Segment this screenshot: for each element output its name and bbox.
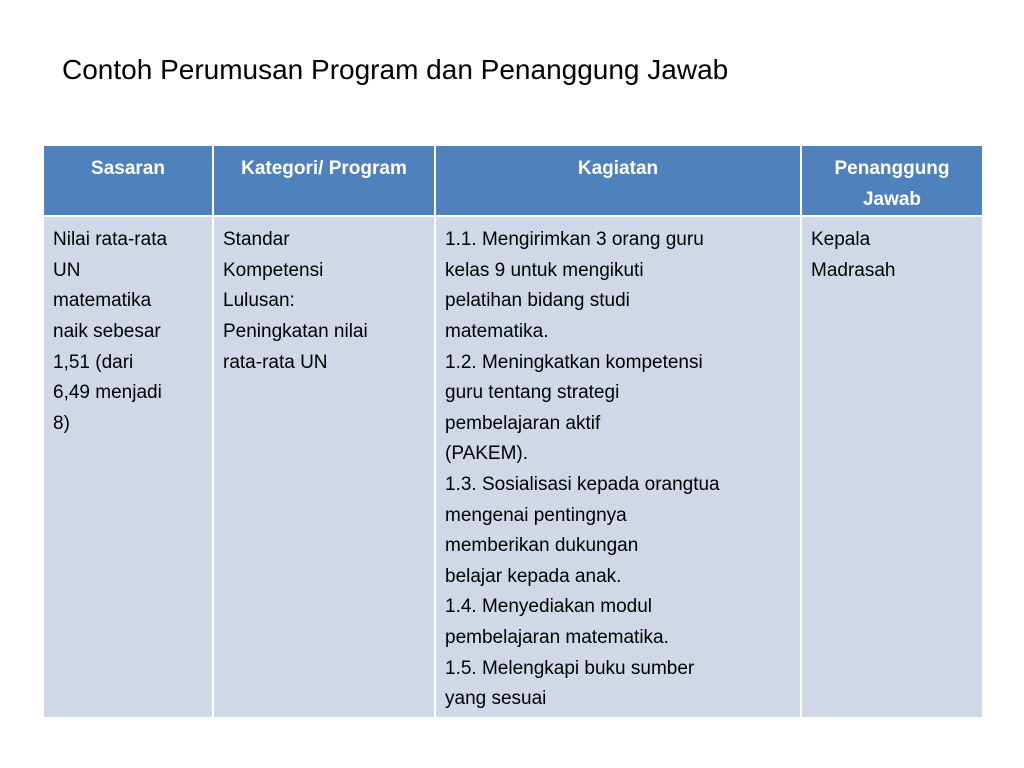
cell-text-line: Kategori/ Program [241,158,407,179]
cell-text-line: 1.3. Sosialisasi kepada orangtua [445,473,720,495]
cell-text-line: pembelajaran matematika. [445,626,669,648]
table-header-row [43,145,983,216]
cell-text-line: kelas 9 untuk mengikuti [445,259,644,281]
cell-text-line: 1.4. Menyediakan modul [445,596,653,618]
cell-text-line: 1.5. Melengkapi buku sumber [445,657,695,679]
cell-text-line: memberikan dukungan [445,535,639,557]
cell-text-line: Penanggung [834,158,950,179]
program-table [42,144,984,719]
cell-text-line: Jawab [862,188,922,210]
cell-text-line: 6,49 menjadi [53,382,162,404]
cell-text-line: rata-rata UN [223,351,328,373]
cell-text-line: matematika [53,290,152,312]
cell-text-line: Lulusan: [223,290,295,312]
cell-text-line: matematika. [445,320,549,342]
cell-text-line: 8) [53,412,70,434]
header-penanggung-jawab [801,145,983,216]
cell-text-line: Nilai rata-rata [53,229,168,251]
cell-penanggung-jawab [801,216,983,718]
slide-title: Contoh Perumusan Program dan Penanggung Jawab [62,54,729,85]
cell-text-line: Madrasah [811,259,896,281]
cell-text-line: 1.1. Mengirimkan 3 orang guru [445,229,704,251]
cell-text-line: 1,51 (dari [53,351,134,373]
cell-text-line: 1.2. Meningkatkan kompetensi [445,351,703,373]
cell-text-line: Kompetensi [223,259,324,281]
cell-text-line: Sasaran [91,158,165,179]
header-kategori-program [213,145,435,216]
cell-text-line: guru tentang strategi [445,382,620,404]
cell-text-line: Standar [223,229,290,251]
cell-sasaran [43,216,213,718]
cell-text-line: belajar kepada anak. [445,565,622,587]
header-kagiatan [435,145,801,216]
table-row [43,216,983,718]
header-sasaran [43,145,213,216]
cell-text-line: UN [53,259,81,281]
cell-text-line: yang sesuai [445,688,547,710]
cell-text-line: mengenai pentingnya [445,504,627,526]
cell-text-line: Kepala [811,229,871,251]
cell-kagiatan [435,216,801,718]
cell-text-line: pembelajaran aktif [445,412,601,434]
cell-text-line: Kagiatan [577,158,659,179]
cell-text-line: Peningkatan nilai [223,320,368,342]
cell-kategori-program [213,216,435,718]
cell-text-line: naik sebesar [53,320,161,342]
cell-text-line: (PAKEM). [445,443,529,465]
cell-text-line: pelatihan bidang studi [445,290,630,312]
